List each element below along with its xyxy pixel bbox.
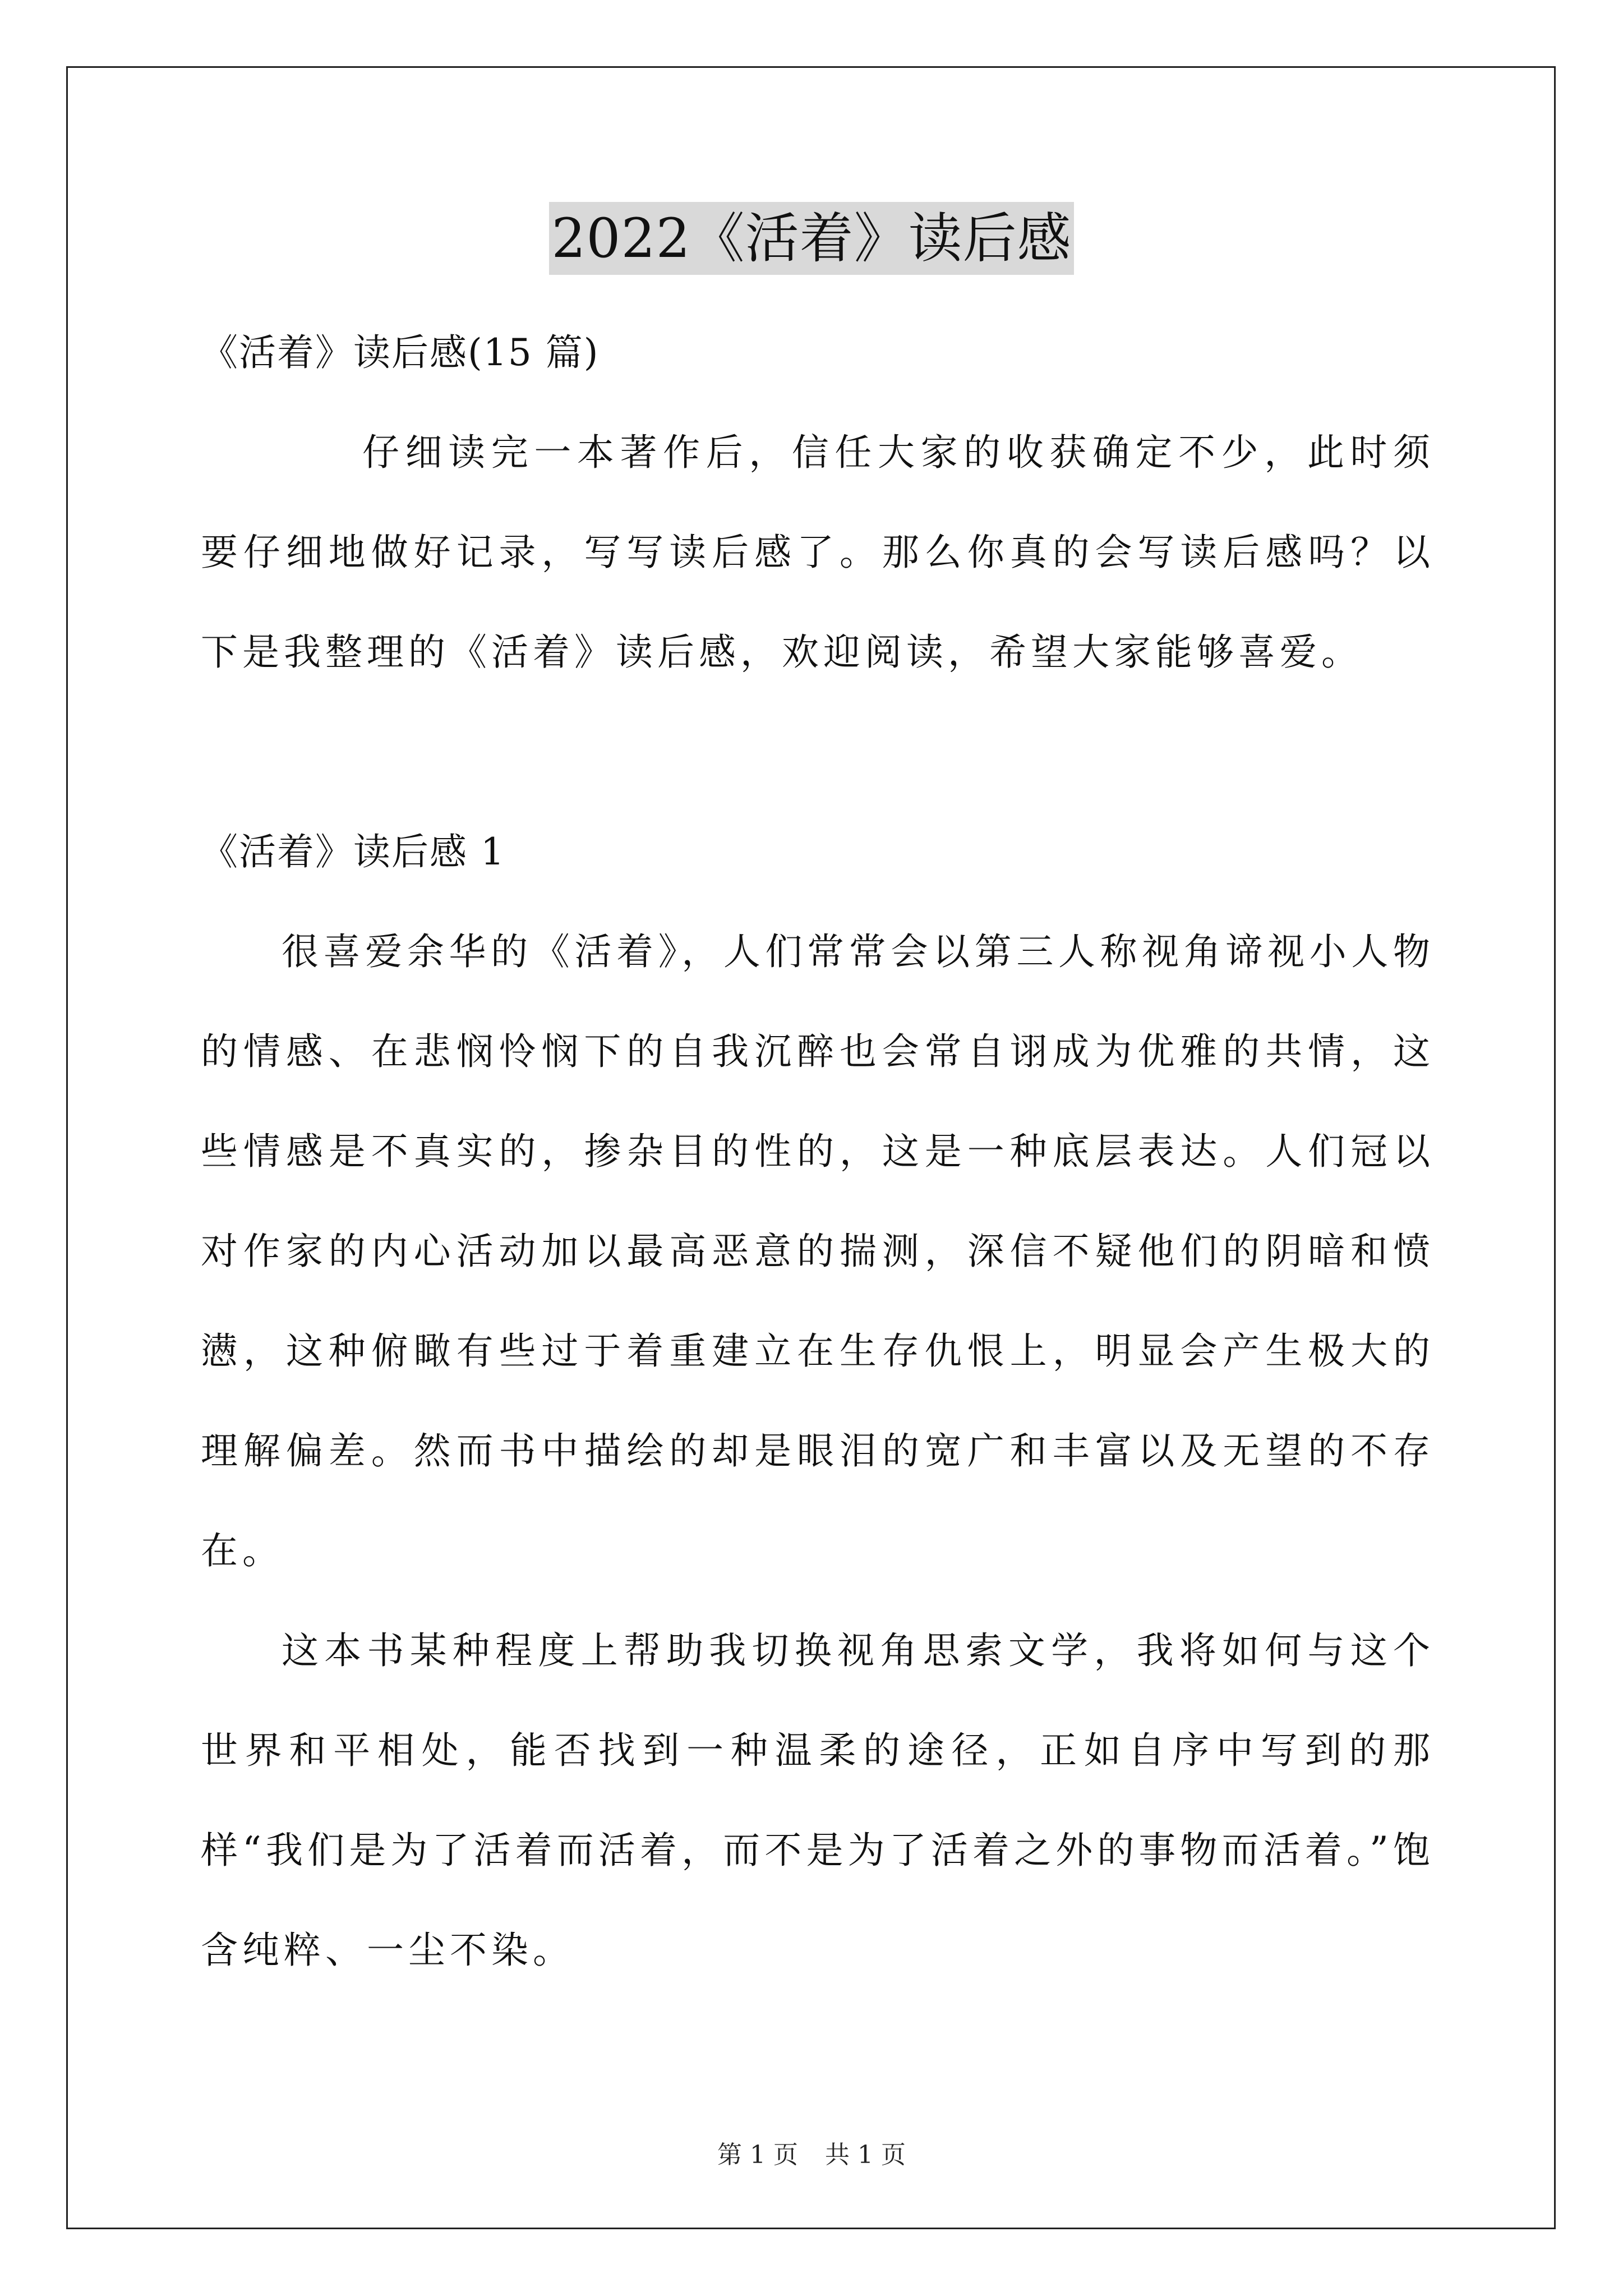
body-paragraph-2: 这本书某种程度上帮助我切换视角思索文学，我将如何与这个世界和平相处，能否找到一种温柔的途径，正如自序中写到的那样“我们是为了活着而活着，而不是为了活着之外的事物而活着。”饱含纯粹、一尘不染。 [201, 1629, 1435, 1972]
page-total: 共 1 页 [825, 2141, 906, 2169]
page-number: 第 1 页 [717, 2141, 798, 2169]
section-spacer [201, 702, 1435, 802]
section-heading: 《活着》读后感 1 [201, 830, 505, 873]
title-container [0, 202, 1623, 275]
intro-paragraph: 仔细读完一本著作后，信任大家的收获确定不少，此时须要仔细地做好记录，写写读后感了。那么你真的会写读后感吗？以下是我整理的《活着》读后感，欢迎阅读，希望大家能够喜爱。 [201, 431, 1435, 674]
body-paragraph-1: 很喜爱余华的《活着》，人们常常会以第三人称视角谛视小人物的情感、在悲悯怜悯下的自我沉醉也会常自诩成为优雅的共情，这些情感是不真实的，掺杂目的性的，这是一种底层表达。人们冠以对作家的内心活动加以最高恶意的揣测，深信不疑他们的阴暗和愤懑，这种俯瞰有些过于着重建立在生存仇恨上，明显会产生极大的理解偏差。然而书中描绘的却是眼泪的宽广和丰富以及无望的不存在。 [201, 930, 1435, 1572]
document-title: 2022《活着》读后感 [549, 202, 1073, 275]
document-subtitle: 《活着》读后感(15 篇) [201, 331, 600, 374]
page-footer [0, 2138, 1623, 2172]
document-body [201, 303, 1435, 2000]
